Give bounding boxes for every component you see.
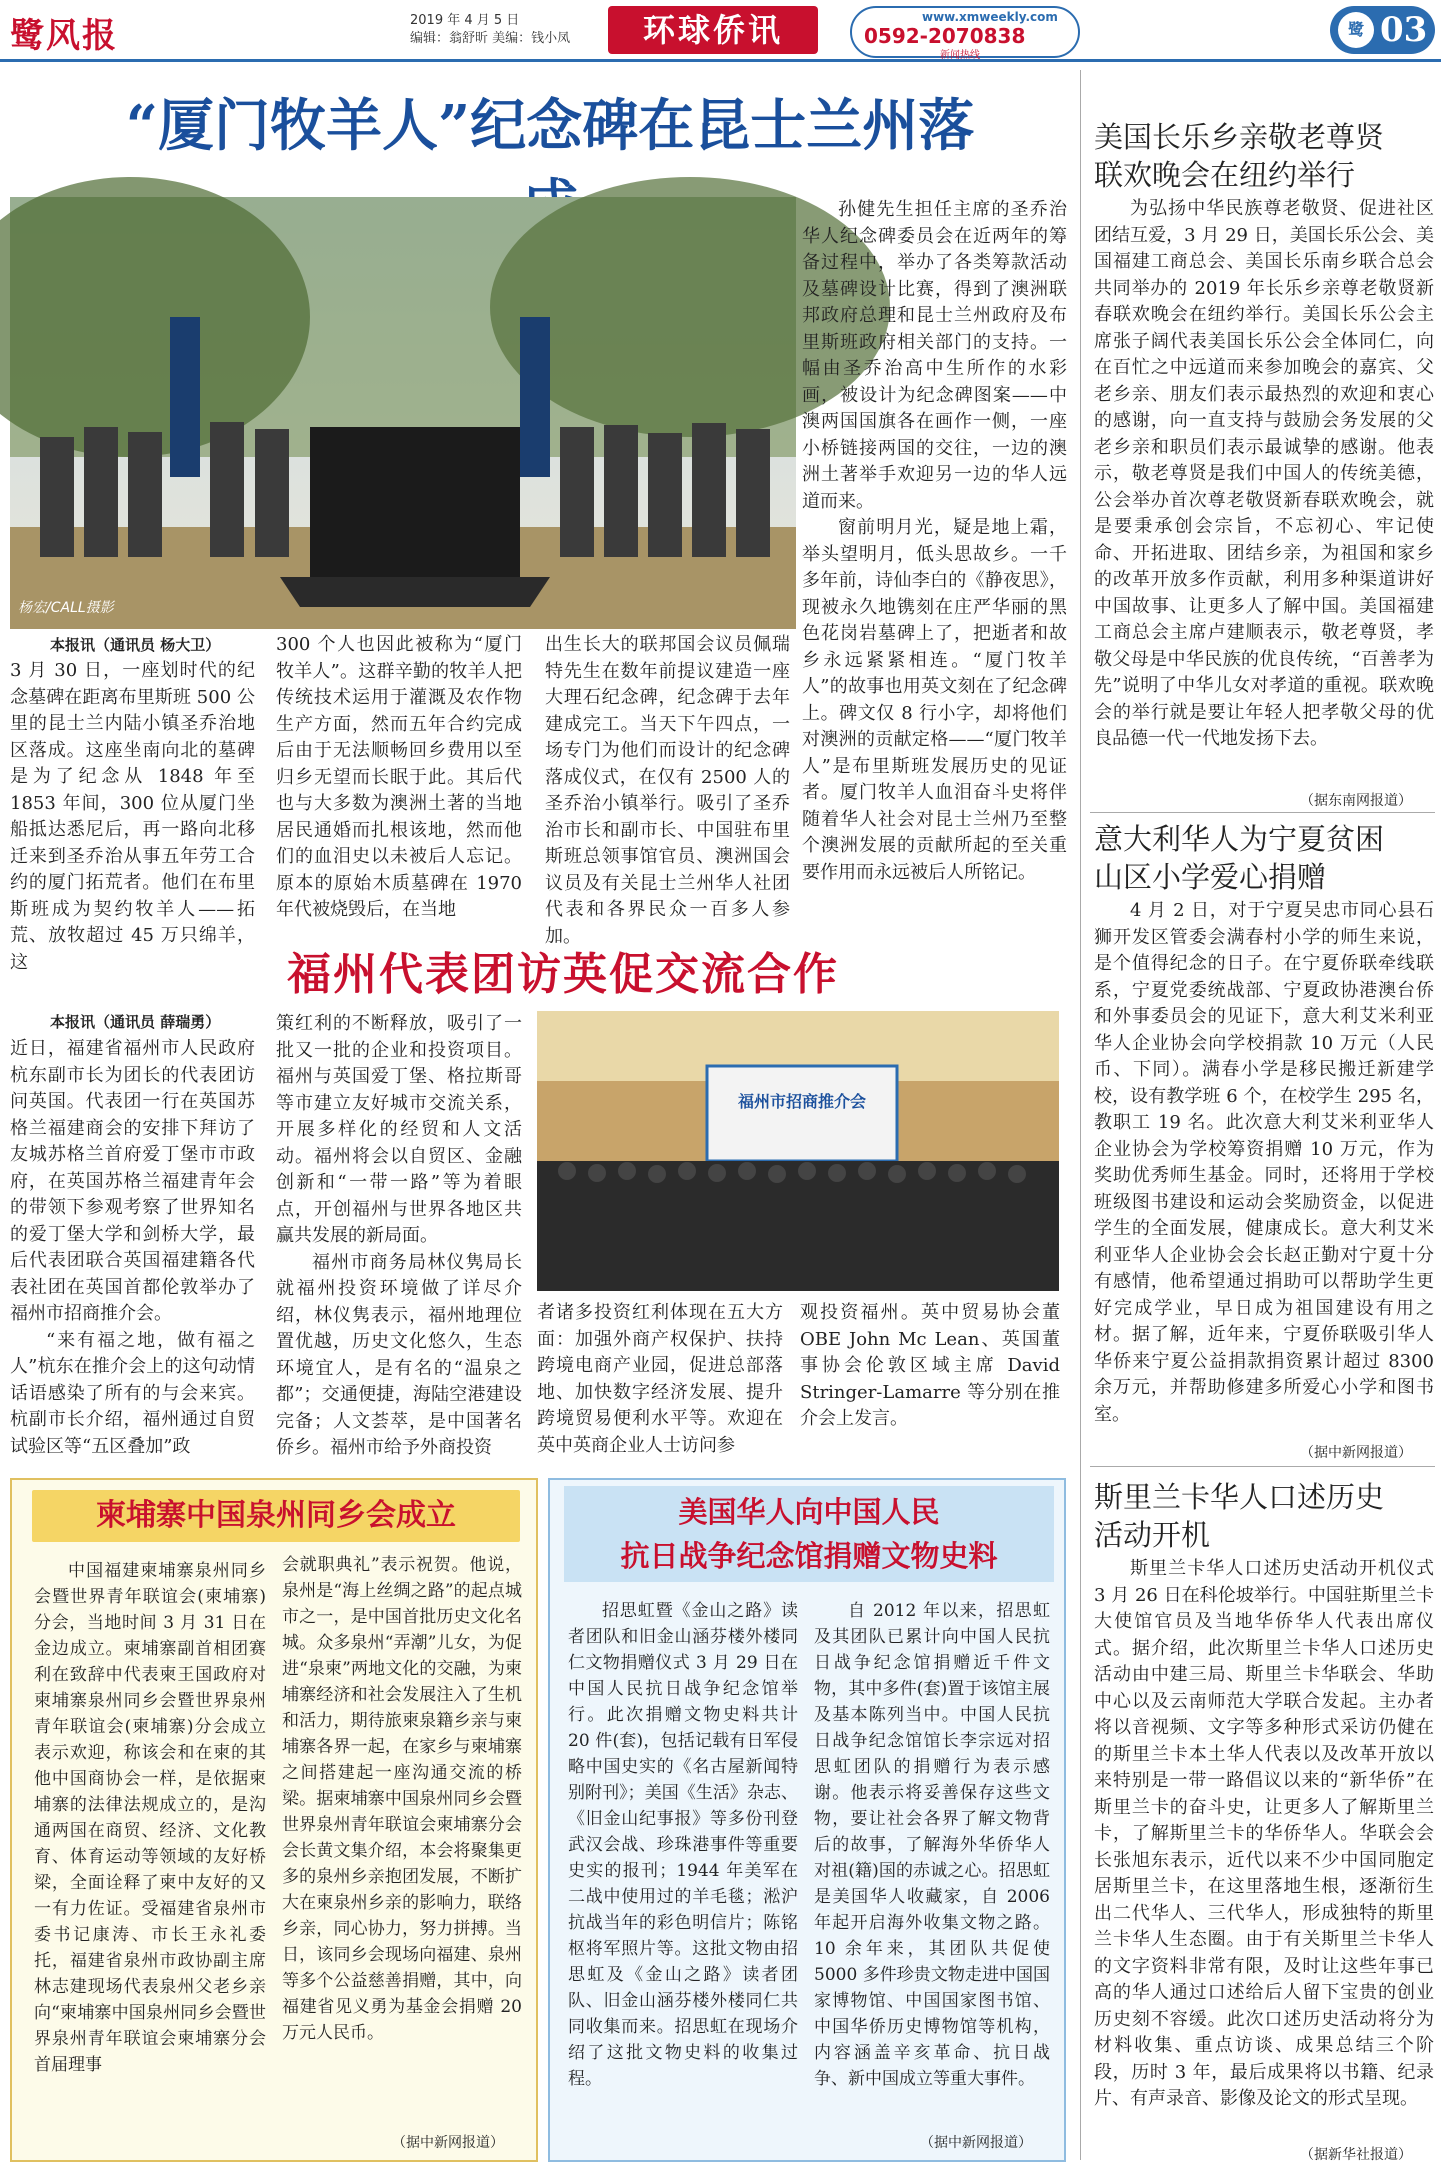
paragraph: 中国福建柬埔寨泉州同乡会暨世界青年联谊会(柬埔寨)分会，当地时间 3 月 31 日在金边成立。柬埔寨副首相团赛利在致辞中代表柬王国政府对柬埔寨泉州同乡会暨世界泉州青年联谊会(柬埔寨)分会成立表示欢迎，称该会和在柬的其他中国商协会一样，是依据柬埔寨的法律法规成立的，是沟通两国在商贸、经济、文化教育、体育运动等领域的友好桥梁，全面诠释了柬中友好的又一有力佐证。受福建省泉州市委书记康涛、市长王永礼委托，福建省泉州市政协副主席林志建现场代表泉州父老乡亲向“柬埔寨中国泉州同乡会暨世界泉州青年联谊会柬埔寨分会首届理事 — [34, 1561, 266, 2075]
box-cambodia — [10, 1478, 538, 2162]
masthead — [0, 0, 1441, 62]
headline-line: 抗日战争纪念馆捐赠文物史料 — [620, 1539, 998, 1573]
headline-statue: “厦门牧羊人”纪念碑在昆士兰州落 — [125, 93, 975, 159]
article-cambodia-col1 — [34, 1558, 266, 2154]
article-usa-body — [1094, 196, 1434, 806]
headline-italy — [1094, 820, 1434, 896]
paragraph: 自 2012 年以来，招思虹及其团队已累计向中国人民抗日战争纪念馆捐赠近千件文物，其中多件(套)置于该馆主展及基本陈列当中。中国人民抗日战争纪念馆馆长李宗远对招思虹团队的捐赠行为表示感谢。他表示将妥善保存这些文物，要让社会各界了解文物背后的故事，了解海外华侨华人对祖(籍)国的赤诚之心。招思虹是美国华人收藏家，自 2006 年起开启海外收集文物之路。10 余年来，其团队共促使 5000 多件珍贵文物走进中国国家博物馆、中国国家图书馆、中国华侨历史博物馆等机构，内容涵盖辛亥革命、抗日战争、新中国成立等重大事件。 — [814, 1601, 1050, 2089]
headline-fuzhou: 福州代表团访英促交流合作 — [287, 949, 839, 1000]
source-usa: （据东南网报道） — [1300, 793, 1412, 809]
newspaper-logo: 鹭风报 — [10, 16, 118, 56]
page-number: 03 — [1380, 10, 1428, 50]
section-title: 环球侨讯 — [608, 6, 818, 54]
hotline-caption: 新闻热线 — [940, 50, 980, 61]
hotline-phone: 0592-2070838 — [864, 24, 1026, 48]
paragraph: 会就职典礼”表示祝贺。他说，泉州是“海上丝绸之路”的起点城市之一，是中国首批历史文化名城。众多泉州“弄潮”儿女，为促进“泉柬”两地文化的交融，为柬埔寨经济和社会发展注入了生机和活力，期待旅柬泉籍乡亲与柬埔寨各界一起，在家乡与柬埔寨之间搭建起一座沟通交流的桥梁。据柬埔寨中国泉州同乡会暨世界泉州青年联谊会柬埔寨分会会长黄文集介绍，本会将聚集更多的泉州乡亲抱团发展，不断扩大在柬泉州乡亲的影响力，联络乡亲，同心协力，努力拼搏。当日，该同乡会现场向福建、泉州等多个公益慈善捐赠，其中，向福建省见义勇为基金会捐赠 20 万元人民币。 — [282, 1555, 522, 2043]
issue-date: 2019 年 4 月 5 日 — [410, 13, 520, 28]
box-donation — [548, 1478, 1066, 2162]
paragraph: 4 月 2 日，对于宁夏吴忠市同心县石狮开发区管委会满春村小学的师生来说，是个值得纪念的日子。在宁夏侨联牵线联系，宁夏党委统战部、宁夏政协港澳台侨和外事委员会的见证下，意大利艾米利亚华人企业协会向学校捐款 10 万元（人民币、下同）。满春小学是移民搬迁新建学校，设有教学班 6 个，在校学生 295 名，教职工 19 名。此次意大利艾米利亚华人企业协会为学校筹资捐赠 10 万元，作为奖助优秀师生基金。同时，还将用于学校班级图书建设和运动会奖励资金，以促进学生的全面发展，健康成长。意大利艾米利亚华人企业协会会长赵正勤对宁夏十分有感情，他希望通过捐助可以帮助学生更好完成学业，早日成为祖国建设有用之材。据了解，近年来，宁夏侨联吸引华人华侨来宁夏公益捐款捐资累计超过 8300 余万元，并帮助修建多所爱心小学和图书室。 — [1094, 900, 1434, 1425]
issue-info — [410, 12, 570, 48]
paragraph: 招思虹暨《金山之路》读者团队和旧金山涵芬楼外楼同仁文物捐赠仪式 3 月 29 日在中国人民抗日战争纪念馆举行。此次捐赠文物史料共计 20 件(套)，包括记载有日军侵略中国史实的《名古屋新闻特别附刊》；美国《生活》杂志、《旧金山纪事报》等多份刊登武汉会战、珍珠港事件等重要史实的报刊；1944 年美军在二战中使用过的羊毛毯；淞沪抗战当年的彩色明信片；陈铭枢将军照片等。这批文物由招思虹及《金山之路》读者团队、旧金山涵芬楼外楼同仁共同收集而来。招思虹在现场介绍了这批文物史料的收集过程。 — [568, 1601, 798, 2089]
paragraph: 斯里兰卡华人口述历史活动开机仪式 3 月 26 日在科伦坡举行。中国驻斯里兰卡大使馆官员及当地华侨华人代表出席仪式。据介绍，此次斯里兰卡华人口述历史活动由中建三局、斯里兰卡华联会、华助中心以及云南师范大学联合发起。主办者将以音视频、文字等多种形式采访仍健在的斯里兰卡本土华人代表以及改革开放以来特别是一带一路倡议以来的“新华侨”在斯里兰卡的奋斗史，让更多人了解斯里兰卡，了解斯里兰卡的华侨华人。华联会会长张旭东表示，近代以来不少中国同胞定居斯里兰卡，在这里落地生根，逐渐衍生出二代华人、三代华人，形成独特的斯里兰卡华人生态圈。由于有关斯里兰卡华人的文字资料非常有限，及时让这些年事已高的华人通过口述给后人留下宝贵的创业历史刻不容缓。此次口述历史活动将分为材料收集、重点访谈、成果总结三个阶段，历时 3 年，最后成果将以书籍、纪录片、有声录音、影像及论文的形式呈现。 — [1094, 1558, 1434, 2109]
paragraph: 出生长大的联邦国会议员佩瑞特先生在数年前提议建造一座大理石纪念碑，纪念碑于去年建成完工。当天下午四点，一场专门为他们而设计的纪念碑落成仪式，在仅有 2500 人的圣乔治小镇举行。吸引了圣乔治市长和副市长、中国驻布里斯班总领事馆官员、澳洲国会议员及有关昆士兰州华人社团代表和各界民众一百多人参加。 — [545, 634, 790, 947]
source-donation: （据中新网报道） — [920, 2135, 1032, 2151]
headline-srilanka — [1094, 1478, 1434, 1554]
article-fuzhou-col1 — [10, 1036, 255, 1466]
byline-statue: 本报讯（通讯员 杨大卫） — [50, 636, 221, 654]
article-donation-col1 — [568, 1598, 798, 2154]
headline-line: 联欢晚会在纽约举行 — [1094, 158, 1356, 192]
article-cambodia-col2 — [282, 1552, 522, 2128]
paragraph: 3 月 30 日，一座划时代的纪念墓碑在距离布里斯班 500 公里的昆士兰内陆小镇圣乔治地区落成。这座坐南向北的墓碑是为了纪念从 1848 年至 1853 年间，300 位从厦门坐船抵达悉尼后，再一路向北移迁来到圣乔治从事五年劳工合约的厦门拓荒者。他们在布里斯班成为契约牧羊人——拓荒、放牧超过 45 万只绵羊，这 — [10, 660, 255, 973]
photo-banner-text: 福州市招商推介会 — [737, 1092, 866, 1111]
egret-icon: 鹭 — [1338, 12, 1374, 48]
paragraph: 孙健先生担任主席的圣乔治华人纪念碑委员会在近两年的筹备过程中，举办了各类筹款活动及墓碑设计比赛，得到了澳洲联邦政府总理和昆士兰州政府及布里斯班政府相关部门的支持。一幅由圣乔治高中生所作的水彩画，被设计为纪念碑图案——中澳两国国旗各在画作一侧，一座小桥链接两国的交往，一边的澳洲土著举手欢迎另一边的华人远道而来。 — [802, 199, 1067, 512]
headline-line: 美国华人向中国人民 — [678, 1495, 940, 1529]
photo-statue-ceremony — [10, 197, 796, 629]
paragraph: 300 个人也因此被称为“厦门牧羊人”。这群辛勤的牧羊人把传统技术运用于灌溉及农作物生产方面，然而五年合约完成后由于无法顺畅回乡费用以至归乡无望而长眠于此。其后代也与大多数为澳洲土著的当地居民通婚而扎根该地，然而他们的血泪史以未被后人忘记。原本的原始木质墓碑在 1970 年代被烧毁后，在当地 — [276, 634, 522, 920]
editor-credits: 编辑：翁舒昕 美编：钱小凤 — [410, 31, 571, 46]
paragraph: 者诸多投资红利体现在五大方面：加强外商产权保护、扶持跨境电商产业园，促进总部落地、加快数字经济发展、提升跨境贸易便利水平等。欢迎在英中英商企业人士访问参 — [537, 1302, 783, 1456]
section-divider — [1090, 812, 1435, 813]
article-italy-body — [1094, 898, 1434, 1458]
page-number-badge — [1330, 6, 1435, 54]
article-statue-col1 — [10, 658, 255, 973]
paragraph: 窗前明月光，疑是地上霜，举头望明月，低头思故乡。一千多年前，诗仙李白的《静夜思》，现被永久地镌刻在庄严华丽的黑色花岗岩墓碑上了，把逝者和故乡永远紧紧相连。“厦门牧羊人”的故事也用英文刻在了纪念碑上。碑文仅 8 行小字，却将他们对澳洲的贡献定格——“厦门牧羊人”是布里斯班发展历史的见证者。厦门牧羊人血泪奋斗史将伴随着华人社会对昆士兰州乃至整个澳洲发展的贡献所起的至关重要作用而永远被后人所铭记。 — [802, 517, 1067, 883]
section-divider — [1090, 1466, 1435, 1467]
photo-statue-illustration — [10, 197, 796, 629]
headline-usa — [1094, 118, 1434, 194]
photo-fuzhou-meeting — [537, 1011, 1059, 1291]
source-cambodia: （据中新网报道） — [392, 2135, 504, 2151]
article-donation-col2 — [814, 1598, 1050, 2130]
article-srilanka-body — [1094, 1556, 1434, 2140]
photo-fuzhou-illustration — [537, 1011, 1059, 1291]
website-url: www.xmweekly.com — [922, 10, 1058, 24]
article-statue-col3 — [545, 632, 790, 947]
article-fuzhou-col4 — [800, 1300, 1060, 1466]
source-srilanka: （据新华社报道） — [1300, 2147, 1412, 2163]
photo-credit: 杨宏/CALL摄影 — [18, 600, 114, 616]
article-fuzhou-col2 — [276, 1011, 522, 1466]
headline-line: 斯里兰卡华人口述历史 — [1094, 1480, 1385, 1514]
paragraph: 为弘扬中华民族尊老敬贤、促进社区团结互爱，3 月 29 日，美国长乐公会、美国福建工商总会、美国长乐南乡联合总会共同举办的 2019 年长乐乡亲尊老敬贤新春联欢晚会在纽约举行。美国长乐公会主席张子阔代表美国长乐公会全体同仁，向在百忙之中远道而来参加晚会的嘉宾、父老乡亲、朋友们表示最热烈的欢迎和衷心的感谢，向一直支持与鼓励会务发展的父老乡亲和职员们表示最诚挚的感谢。他表示，敬老尊贤是我们中国人的传统美德，公会举办首次尊老敬贤新春联欢晚会，就是要秉承创会宗旨，不忘初心、牢记使命、开拓进取、团结乡亲，为祖国和家乡的改革开放多作贡献，利用多种渠道讲好中国故事、让更多人了解中国。美国福建工商总会主席卢建顺表示，敬老尊贤，孝敬父母是中华民族的优良传统，“百善孝为先”说明了中华儿女对孝道的重视。联欢晚会的举行就是要让年轻人把孝敬父母的优良品德一代一代地发扬下去。 — [1094, 198, 1434, 749]
article-fuzhou-col3 — [537, 1300, 783, 1466]
column-divider — [1080, 70, 1081, 2160]
headline-cambodia: 柬埔寨中国泉州同乡会成立 — [32, 1490, 520, 1542]
headline-line: 山区小学爱心捐赠 — [1094, 860, 1327, 894]
paragraph: “来有福之地，做有福之人”杭东在推介会上的这句动情话语感染了所有的与会来宾。杭副市长介绍，福州通过自贸试验区等“五区叠加”政 — [10, 1329, 255, 1457]
paragraph: 福州市商务局林仪隽局长就福州投资环境做了详尽介绍，林仪隽表示，福州地理位置优越，历史文化悠久，生态环境宜人，是有名的“温泉之都”；交通便捷，海陆空港建设完备；人文荟萃，是中国著名侨乡。福州市给予外商投资 — [276, 1251, 522, 1458]
article-statue-col4 — [802, 197, 1067, 928]
article-statue-col2 — [276, 632, 522, 928]
headline-line: 意大利华人为宁夏贫困 — [1094, 822, 1385, 856]
byline-fuzhou: 本报讯（通讯员 薛瑞勇） — [50, 1013, 221, 1031]
headline-donation — [564, 1486, 1054, 1582]
headline-line: 活动开机 — [1094, 1518, 1211, 1552]
news-hotline — [850, 6, 1080, 61]
headline-line: 美国长乐乡亲敬老尊贤 — [1094, 120, 1385, 154]
paragraph: 近日，福建省福州市人民政府杭东副市长为团长的代表团访问英国。代表团一行在英国苏格兰福建商会的安排下拜访了友城苏格兰首府爱丁堡市市政府，在英国苏格兰福建青年会的带领下参观考察了世界知名的爱丁堡大学和剑桥大学，最后代表团联合英国福建籍各代表社团在英国首都伦敦举办了福州市招商推介会。 — [10, 1038, 255, 1324]
paragraph: 观投资福州。英中贸易协会董 OBE John Mc Lean、英国董事协会伦敦区域主席 David Stringer-Lamarre 等分别在推介会上发言。 — [800, 1302, 1060, 1429]
source-italy: （据中新网报道） — [1300, 1445, 1412, 1461]
paragraph: 策红利的不断释放，吸引了一批又一批的企业和投资项目。福州与英国爱丁堡、格拉斯哥等市建立友好城市交流关系，开展多样化的经贸和人文活动。福州将会以自贸区、金融创新和“一带一路”等为着眼点，开创福州与世界各地区共赢共发展的新局面。 — [276, 1013, 522, 1246]
